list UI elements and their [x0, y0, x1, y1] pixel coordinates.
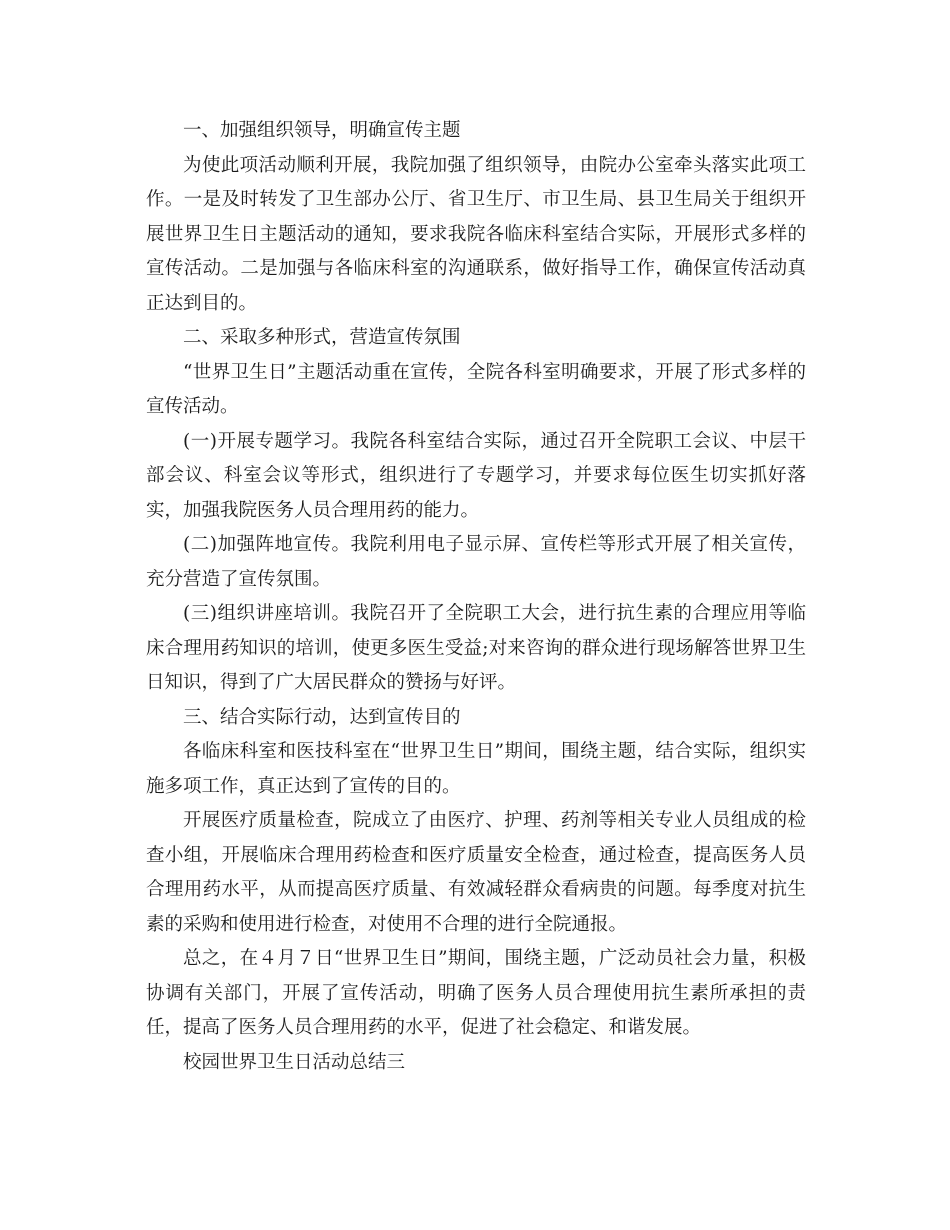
paragraph-summary: 总之，在４月７日“世界卫生日”期间，围绕主题，广泛动员社会力量，积极协调有关部门，开展了宣传活动，明确了医务人员合理使用抗生素所承担的责任，提高了医务人员合理用药的水平，促进了社会稳定、和谐发展。: [146, 948, 806, 1038]
section-heading-1: 一、加强组织领导，明确宣传主题: [183, 120, 461, 141]
paragraph-departments: 各临床科室和医技科室在“世界卫生日”期间，围绕主题，结合实际，组织实施多项工作，真正达到了宣传的目的。: [146, 741, 806, 797]
document-body: [146, 114, 806, 1080]
paragraph-publicity: (二)加强阵地宣传。我院利用电子显示屏、宣传栏等形式开展了相关宣传，充分营造了宣传氛围。: [146, 534, 806, 590]
paragraph-organization: 为使此项活动顺利开展，我院加强了组织领导，由院办公室牵头落实此项工作。一是及时转发了卫生部办公厅、省卫生厅、市卫生局、县卫生局关于组织开展世界卫生日主题活动的通知，要求我院各临床科室结合实际，开展形式多样的宣传活动。二是加强与各临床科室的沟通联系，做好指导工作，确保宣传活动真正达到目的。: [146, 154, 806, 314]
paragraph-quality-check: 开展医疗质量检查，院成立了由医疗、护理、药剂等相关专业人员组成的检查小组，开展临床合理用药检查和医疗质量安全检查，通过检查，提高医务人员合理用药水平，从而提高医疗质量、有效减轻群众看病贵的问题。每季度对抗生素的采购和使用进行检查，对使用不合理的进行全院通报。: [146, 810, 806, 935]
paragraph-theme-activity: “世界卫生日”主题活动重在宣传，全院各科室明确要求，开展了形式多样的宣传活动。: [146, 361, 806, 417]
paragraph-training: (三)组织讲座培训。我院召开了全院职工大会，进行抗生素的合理应用等临床合理用药知识的培训，使更多医生受益;对来咨询的群众进行现场解答世界卫生日知识，得到了广大居民群众的赞扬与好评。: [146, 603, 806, 693]
section-heading-2: 二、采取多种形式，营造宣传氛围: [183, 327, 461, 348]
paragraph-study: (一)开展专题学习。我院各科室结合实际，通过召开全院职工会议、中层干部会议、科室会议等形式，组织进行了专题学习，并要求每位医生切实抓好落实，加强我院医务人员合理用药的能力。: [146, 430, 806, 521]
next-section-title: 校园世界卫生日活动总结三: [183, 1051, 406, 1073]
section-heading-3: 三、结合实际行动，达到宣传目的: [183, 706, 461, 728]
